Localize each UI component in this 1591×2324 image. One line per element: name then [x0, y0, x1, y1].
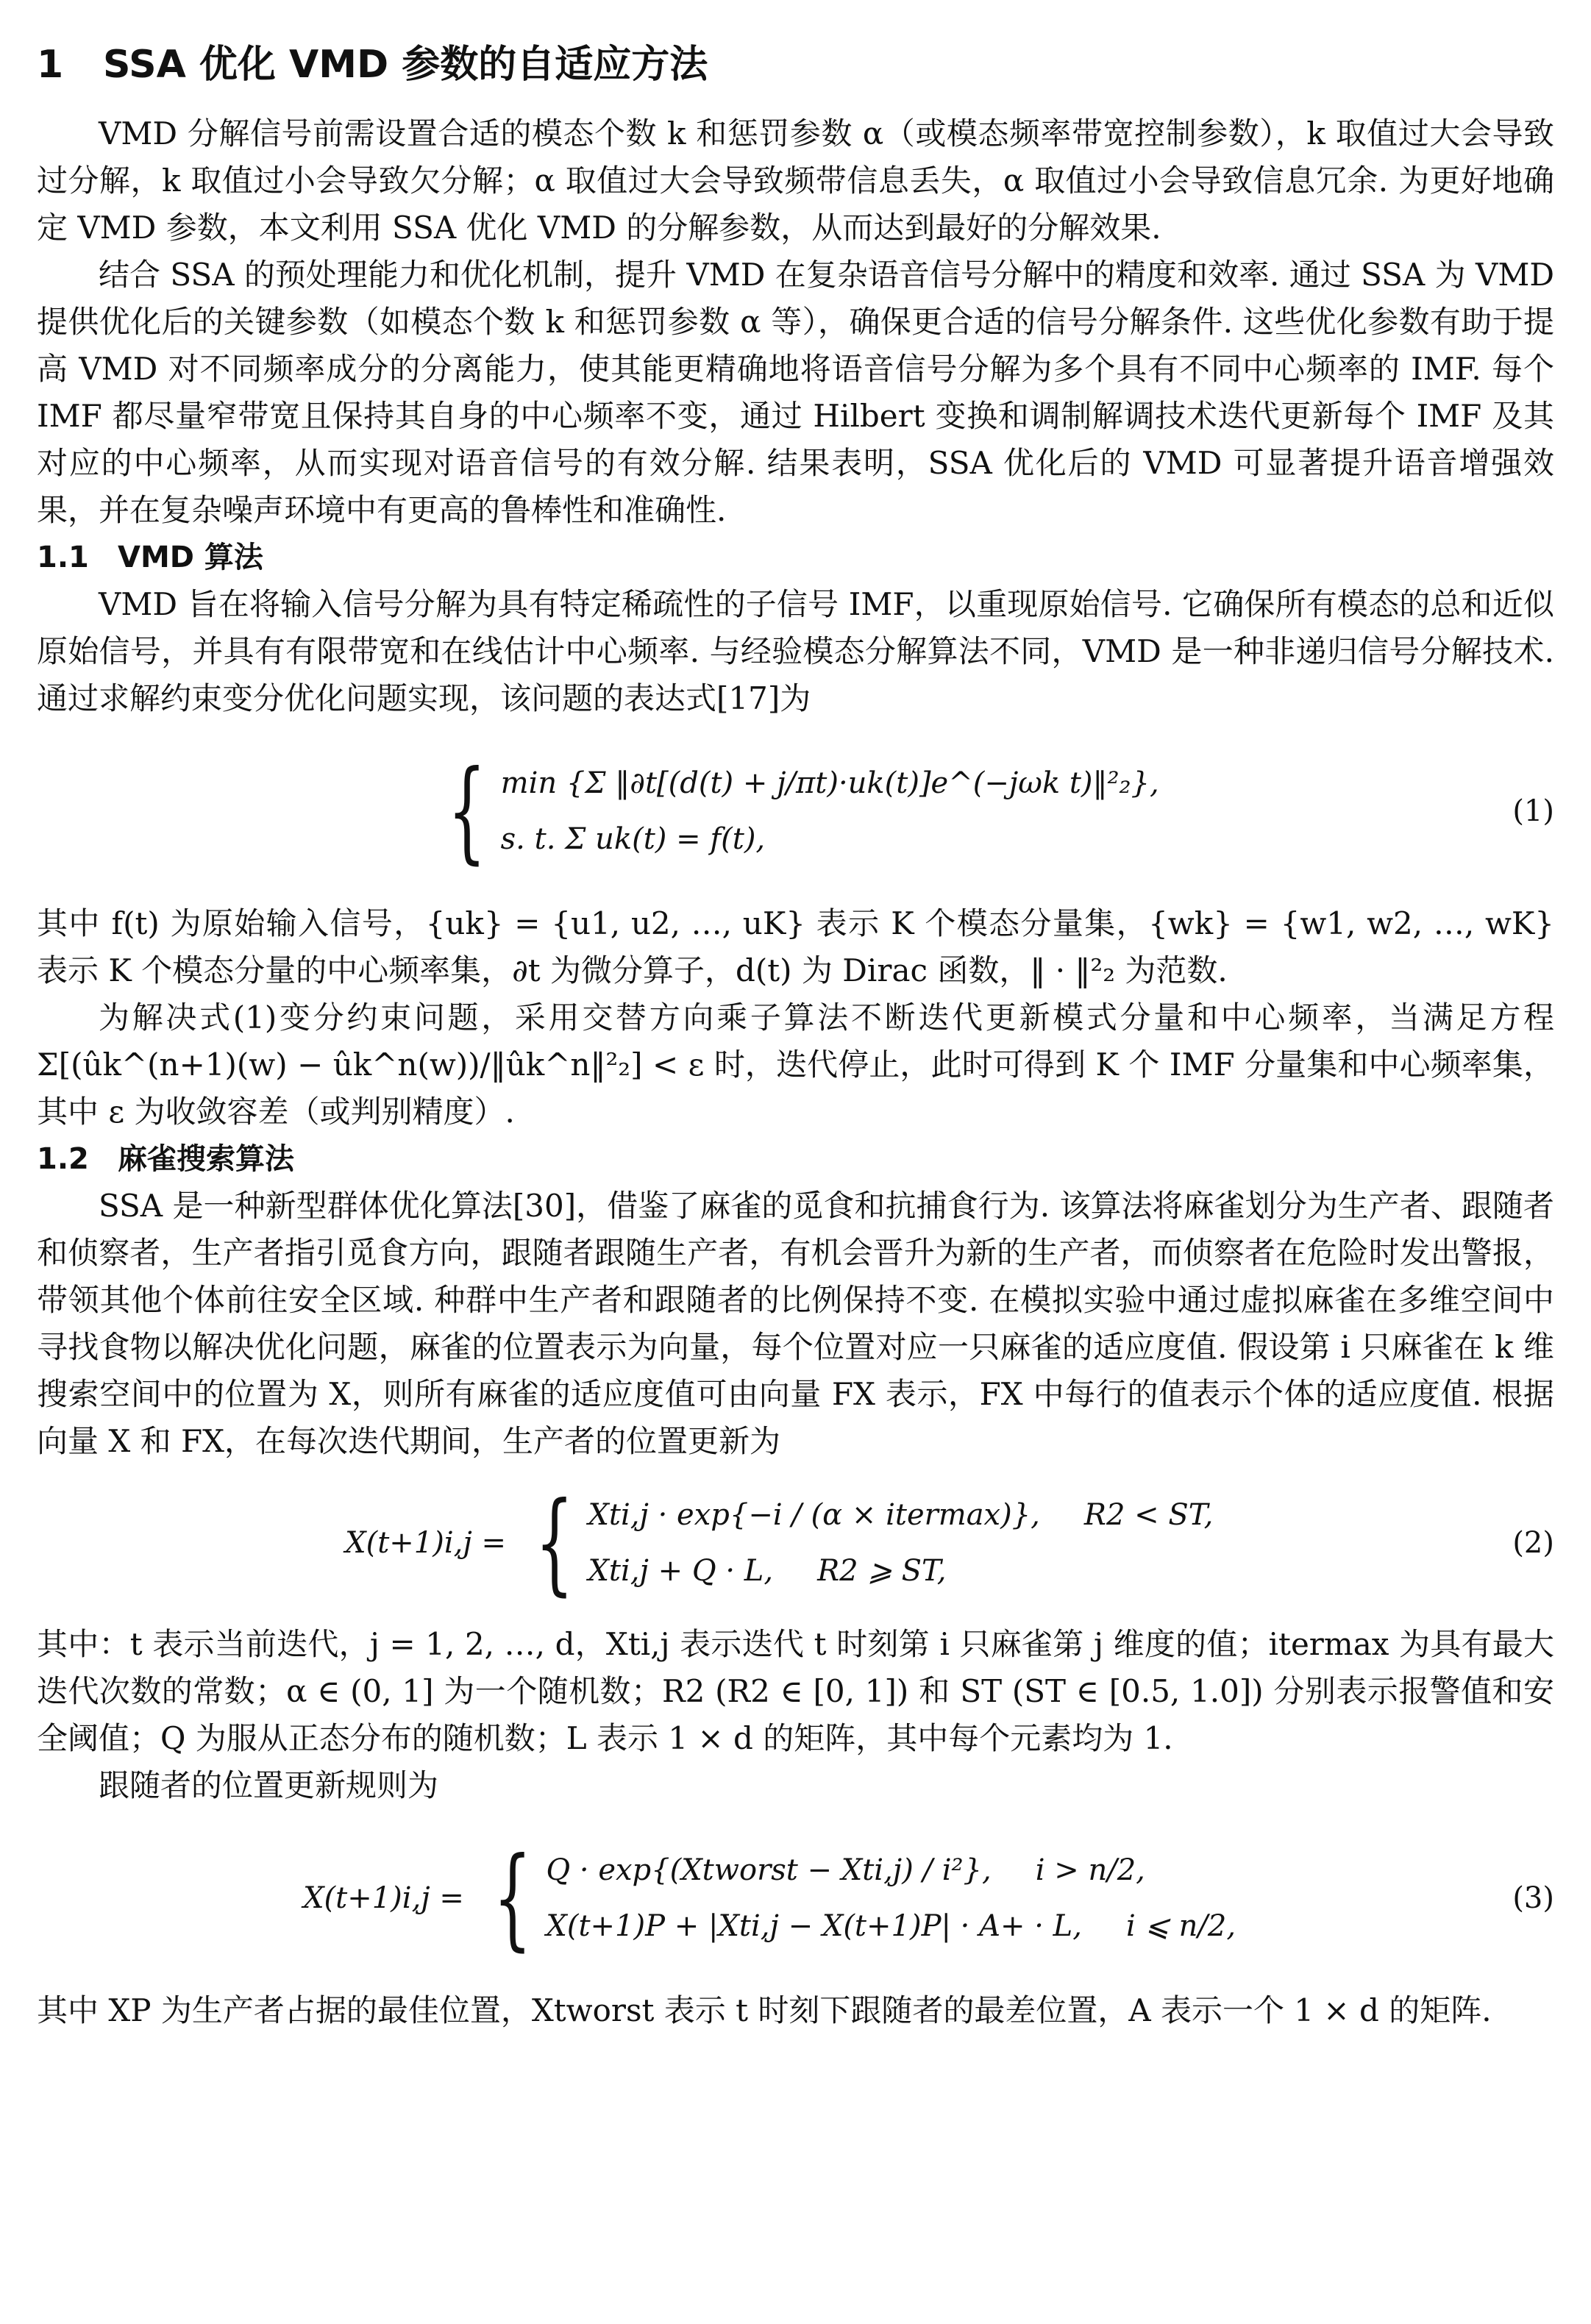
paragraph: 为解决式(1)变分约束问题，采用交替方向乘子算法不断迭代更新模式分量和中心频率，当满足方程 Σ[(ûk^(n+1)(w) − ûk^n(w))/‖ûk^n‖²₂] < ε 时，迭代停止，此时可得到 K 个 IMF 分量集和中心频率集，其中 ε 为收敛容差（或判别精度）. [37, 999, 1554, 1130]
equation-number: (1) [1512, 794, 1554, 828]
equation-case-cond: i ⩽ n/2, [1125, 1909, 1236, 1943]
subsection-heading-vmd [37, 534, 1554, 581]
paragraph: VMD 旨在将输入信号分解为具有特定稀疏性的子信号 IMF，以重现原始信号. 它确保所有模态的总和近似原始信号，并具有有限带宽和在线估计中心频率. 与经验模态分解算法不同，VMD 是一种非递归信号分解技术. 通过求解约束变分优化问题实现，该问题的表达式[17]为 [37, 586, 1554, 716]
equation-number: (3) [1512, 1881, 1554, 1915]
equation-lhs: X(t+1)i,j = [303, 1881, 464, 1915]
subsection-number: 1.2 [37, 1142, 89, 1176]
paragraph: 其中 XP 为生产者占据的最佳位置，Xtworst 表示 t 时刻下跟随者的最差位置，A 表示一个 1 × d 的矩阵. [37, 1992, 1492, 2028]
section-title: SSA 优化 VMD 参数的自适应方法 [103, 43, 708, 87]
equation-line: s. t. Σ uk(t) = f(t), [500, 822, 766, 856]
subsection-title: VMD 算法 [118, 541, 263, 574]
paper-page [37, 29, 1554, 2034]
equation-case-expr: Xti,j · exp{−i / (α × itermax)}, [588, 1498, 1040, 1532]
paragraph: 跟随者的位置更新规则为 [99, 1767, 439, 1803]
equation-case-cond: i > n/2, [1035, 1853, 1145, 1887]
equation-case-cond: R2 < ST, [1083, 1498, 1214, 1532]
section-number: 1 [37, 43, 64, 87]
equation-case-expr: Xti,j + Q · L, [588, 1554, 774, 1588]
paragraph: SSA 是一种新型群体优化算法[30]，借鉴了麻雀的觅食和抗捕食行为. 该算法将麻雀划分为生产者、跟随者和侦察者，生产者指引觅食方向，跟随者跟随生产者，有机会晋升为新的生产者，而侦察者在危险时发出警报，带领其他个体前往安全区域. 种群中生产者和跟随者的比例保持不变. 在模拟实验中通过虚拟麻雀在多维空间中寻找食物以解决优化问题，麻雀的位置表示为向量，每个位置对应一只麻雀的适应度值. 假设第 i 只麻雀在 k 维搜索空间中的位置为 X，则所有麻雀的适应度值可由向量 FX 表示，FX 中每行的值表示个体的适应度值. 根据向量 X 和 FX，在每次迭代期间，生产者的位置更新为 [37, 1188, 1554, 1459]
equation-number: (2) [1512, 1526, 1554, 1560]
equation-case-expr: Q · exp{(Xtworst − Xti,j) / i²}, [546, 1853, 992, 1887]
section-heading [37, 29, 1554, 100]
equation-brace: { [535, 1479, 574, 1607]
equation-line: min {Σ ‖∂t[(d(t) + j/πt)·uk(t)]e^(−jωk t)‖²₂}, [500, 766, 1159, 800]
equation-case-cond: R2 ⩾ ST, [817, 1554, 947, 1588]
paragraph: 其中 f(t) 为原始输入信号，{uk} = {u1, u2, …, uK} 表示 K 个模态分量集，{wk} = {w1, w2, …, wK} 表示 K 个模态分量的中心频率集，∂t 为微分算子，d(t) 为 Dirac 函数，‖ · ‖²₂ 为范数. [37, 905, 1554, 988]
equation-2 [37, 1469, 1554, 1617]
equation-brace: { [447, 747, 487, 875]
equation-brace: { [493, 1834, 532, 1962]
equation-case-expr: X(t+1)P + |Xti,j − X(t+1)P| · A+ · L, [546, 1909, 1082, 1943]
paragraph: 结合 SSA 的预处理能力和优化机制，提升 VMD 在复杂语音信号分解中的精度和效率. 通过 SSA 为 VMD 提供优化后的关键参数（如模态个数 k 和惩罚参数 α 等），确保更合适的信号分解条件. 这些优化参数有助于提高 VMD 对不同频率成分的分离能力，使其能更精确地将语音信号分解为多个具有不同中心频率的 IMF. 每个 IMF 都尽量窄带宽且保持其自身的中心频率不变，通过 Hilbert 变换和调制解调技术迭代更新每个 IMF 及其对应的中心频率，从而实现对语音信号的有效分解. 结果表明，SSA 优化后的 VMD 可显著提升语音增强效果，并在复杂噪声环境中有更高的鲁棒性和准确性. [37, 257, 1554, 528]
subsection-heading-ssa [37, 1136, 1554, 1183]
equation-3 [37, 1814, 1554, 1983]
paragraph: VMD 分解信号前需设置合适的模态个数 k 和惩罚参数 α（或模态频率带宽控制参数），k 取值过大会导致过分解，k 取值过小会导致欠分解；α 取值过大会导致频带信息丢失，α 取值过小会导致信息冗余. 为更好地确定 VMD 参数，本文利用 SSA 优化 VMD 的分解参数，从而达到最好的分解效果. [37, 115, 1554, 246]
subsection-title: 麻雀搜索算法 [118, 1142, 294, 1176]
subsection-number: 1.1 [37, 541, 89, 574]
paragraph: 其中：t 表示当前迭代，j = 1, 2, …, d，Xti,j 表示迭代 t 时刻第 i 只麻雀第 j 维度的值；itermax 为具有最大迭代次数的常数；α ∈ (0, 1] 为一个随机数；R2 (R2 ∈ [0, 1]) 和 ST (ST ∈ [0.5, 1.0]) 分别表示报警值和安全阈值；Q 为服从正态分布的随机数；L 表示 1 × d 的矩阵，其中每个元素均为 1. [37, 1626, 1554, 1756]
equation-1 [37, 727, 1554, 896]
equation-lhs: X(t+1)i,j = [345, 1526, 506, 1560]
